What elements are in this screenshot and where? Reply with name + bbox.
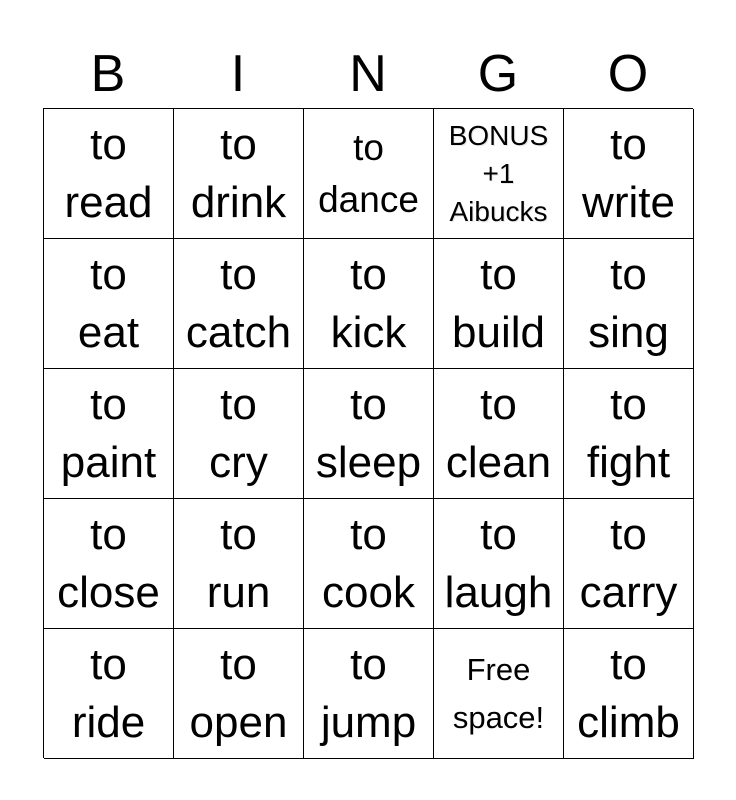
cell-text: space!	[452, 699, 545, 735]
bonus-cell[interactable]	[434, 109, 564, 239]
header-letter-n: N	[349, 45, 387, 103]
cell-text: sing	[588, 307, 669, 357]
cell-text: clean	[445, 437, 552, 487]
cell-text: to	[350, 509, 387, 559]
bingo-cell[interactable]	[434, 369, 564, 499]
cell-text: to	[90, 509, 127, 559]
header-letter-o: O	[607, 45, 649, 103]
header-letter-g: G	[477, 45, 519, 103]
cell-text: +1	[482, 157, 515, 189]
cell-text: to	[610, 119, 647, 169]
cell-text: kick	[330, 307, 407, 357]
bingo-cell[interactable]	[434, 499, 564, 629]
cell-text: drink	[190, 177, 287, 227]
cell-text: build	[452, 307, 545, 357]
cell-text: to	[220, 379, 257, 429]
bingo-cell[interactable]	[174, 629, 304, 759]
bingo-cell[interactable]	[564, 629, 694, 759]
bingo-cell[interactable]	[44, 629, 174, 759]
cell-text: cry	[209, 437, 268, 487]
cell-text: write	[582, 177, 675, 227]
cell-text: to	[480, 509, 517, 559]
bingo-cell[interactable]	[564, 499, 694, 629]
bingo-cell[interactable]	[304, 499, 434, 629]
cell-text: laugh	[444, 567, 553, 617]
bingo-cell[interactable]	[564, 369, 694, 499]
cell-text: close	[57, 567, 160, 617]
cell-text: to	[480, 379, 517, 429]
cell-text: BONUS	[448, 119, 549, 151]
cell-text: carry	[579, 567, 678, 617]
cell-text: to	[220, 639, 257, 689]
cell-text: to	[610, 249, 647, 299]
bingo-cell[interactable]	[174, 109, 304, 239]
cell-text: jump	[320, 697, 417, 747]
cell-text: sleep	[315, 437, 422, 487]
bingo-cell[interactable]	[174, 239, 304, 369]
bingo-header	[43, 40, 693, 108]
cell-text: catch	[185, 307, 292, 357]
cell-text: Aibucks	[449, 195, 548, 227]
cell-text: to	[90, 119, 127, 169]
cell-text: to	[480, 249, 517, 299]
cell-text: ride	[71, 697, 146, 747]
cell-text: to	[220, 119, 257, 169]
cell-text: to	[350, 639, 387, 689]
bingo-cell[interactable]	[44, 239, 174, 369]
cell-text: to	[220, 249, 257, 299]
bingo-grid	[43, 108, 693, 758]
cell-text: to	[350, 379, 387, 429]
cell-text: to	[610, 379, 647, 429]
header-letter-b: B	[90, 45, 126, 103]
cell-text: to	[90, 379, 127, 429]
bingo-cell[interactable]	[434, 239, 564, 369]
bingo-cell[interactable]	[304, 369, 434, 499]
cell-text: eat	[77, 307, 140, 357]
cell-text: to	[610, 639, 647, 689]
cell-text: Free	[466, 651, 531, 687]
bingo-cell[interactable]	[174, 369, 304, 499]
bingo-cell[interactable]	[44, 499, 174, 629]
cell-text: to	[353, 126, 384, 168]
cell-text: climb	[577, 697, 680, 747]
cell-text: to	[90, 249, 127, 299]
cell-text: to	[610, 509, 647, 559]
header-letter-i: I	[230, 45, 246, 103]
bingo-cell[interactable]	[304, 109, 434, 239]
cell-text: to	[350, 249, 387, 299]
cell-text: fight	[586, 437, 671, 487]
cell-text: read	[64, 177, 153, 227]
cell-text: cook	[322, 567, 415, 617]
cell-text: paint	[60, 437, 157, 487]
bingo-cell[interactable]	[44, 369, 174, 499]
cell-text: to	[90, 639, 127, 689]
cell-text: run	[206, 567, 271, 617]
bingo-cell[interactable]	[564, 239, 694, 369]
cell-text: to	[220, 509, 257, 559]
free-space-cell[interactable]	[434, 629, 564, 759]
bingo-cell[interactable]	[44, 109, 174, 239]
cell-text: dance	[318, 178, 419, 220]
bingo-cell[interactable]	[174, 499, 304, 629]
bingo-cell[interactable]	[564, 109, 694, 239]
cell-text: open	[189, 697, 288, 747]
bingo-cell[interactable]	[304, 629, 434, 759]
bingo-cell[interactable]	[304, 239, 434, 369]
